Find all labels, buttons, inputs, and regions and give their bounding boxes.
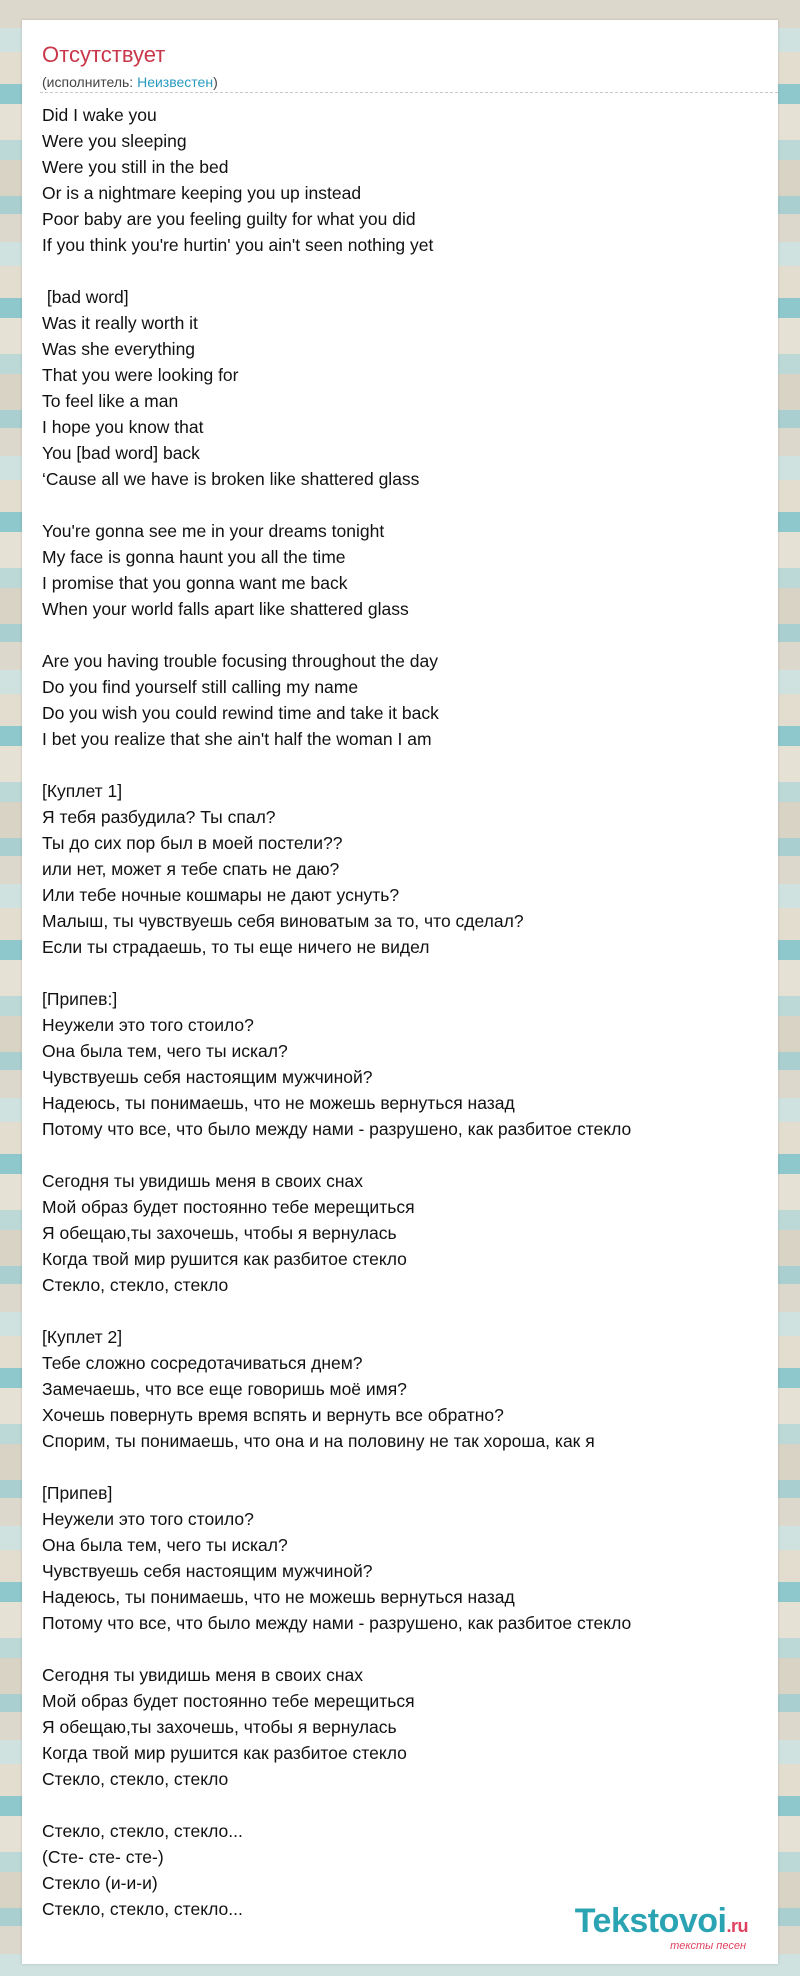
lyrics-blank-line [42, 1298, 762, 1324]
lyrics-line: Стекло, стекло, стекло [42, 1275, 229, 1295]
logo-tagline: тексты песен [670, 1940, 746, 1952]
lyrics-line: Я обещаю,ты захочешь, чтобы я вернулась [42, 1223, 397, 1243]
lyrics-blank-line [42, 492, 762, 518]
lyrics-line: Я тебя разбудила? Ты спал? [42, 807, 276, 827]
header-divider [40, 92, 778, 93]
lyrics-line: That you were looking for [42, 365, 239, 385]
logo-tld: .ru [726, 1916, 748, 1936]
lyrics-line: You're gonna see me in your dreams tonight [42, 521, 385, 541]
lyrics-line: Спорим, ты понимаешь, что она и на половину не так хороша, как я [42, 1431, 595, 1451]
lyrics-line: Неужели это того стоило? [42, 1509, 254, 1529]
lyrics-line: Надеюсь, ты понимаешь, что не можешь вернуться назад [42, 1587, 515, 1607]
site-logo[interactable] [518, 1902, 748, 1954]
lyrics-line: Когда твой мир рушится как разбитое стекло [42, 1249, 407, 1269]
lyrics-line: Мой образ будет постоянно тебе мерещиться [42, 1197, 415, 1217]
lyrics-line: [Куплет 2] [42, 1327, 123, 1347]
lyrics-line: Were you sleeping [42, 131, 187, 151]
lyrics-line: I bet you realize that she ain't half the woman I am [42, 729, 432, 749]
lyrics-line: Мой образ будет постоянно тебе мерещиться [42, 1691, 415, 1711]
lyrics-line: Потому что все, что было между нами - разрушено, как разбитое стекло [42, 1119, 632, 1139]
song-title: Отсутствует [42, 42, 166, 67]
lyrics-line: Was she everything [42, 339, 196, 359]
lyrics-line: Are you having trouble focusing throughout the day [42, 651, 438, 671]
lyrics-line: Замечаешь, что все еще говоришь моё имя? [42, 1379, 407, 1399]
lyrics-line: или нет, может я тебе спать не даю? [42, 859, 340, 879]
lyrics-line: Надеюсь, ты понимаешь, что не можешь вернуться назад [42, 1093, 515, 1113]
lyrics-blank-line [42, 258, 762, 284]
lyrics-blank-line [42, 1792, 762, 1818]
lyrics-blank-line [42, 1142, 762, 1168]
lyrics-line: Poor baby are you feeling guilty for what you did [42, 209, 416, 229]
lyrics-line: I promise that you gonna want me back [42, 573, 348, 593]
lyrics-line: [Припев] [42, 1483, 113, 1503]
artist-suffix: ) [213, 74, 218, 90]
lyrics-line: [Припев:] [42, 989, 118, 1009]
lyrics-line: You [bad word] back [42, 443, 200, 463]
logo-wordmark [575, 1902, 748, 1945]
artist-line [42, 74, 218, 90]
lyrics-line: Ты до сих пор был в моей постели?? [42, 833, 343, 853]
lyrics-line: ‘Cause all we have is broken like shattered glass [42, 469, 420, 489]
lyrics-line: If you think you're hurtin' you ain't seen nothing yet [42, 235, 434, 255]
lyrics-line: [Куплет 1] [42, 781, 123, 801]
lyrics-line: Do you find yourself still calling my name [42, 677, 359, 697]
lyrics-line: Стекло, стекло, стекло... [42, 1821, 243, 1841]
lyrics-line: Неужели это того стоило? [42, 1015, 254, 1035]
lyrics-line: Она была тем, чего ты искал? [42, 1041, 288, 1061]
lyrics-line: Когда твой мир рушится как разбитое стекло [42, 1743, 407, 1763]
lyrics-line: Did I wake you [42, 105, 157, 125]
lyrics-blank-line [42, 1454, 762, 1480]
lyrics-line: Хочешь повернуть время вспять и вернуть все обратно? [42, 1405, 504, 1425]
lyrics-line: Стекло, стекло, стекло... [42, 1899, 243, 1919]
lyrics-line: Стекло (и-и-и) [42, 1873, 158, 1893]
lyrics-line: Were you still in the bed [42, 157, 229, 177]
lyrics-line: Тебе сложно сосредотачиваться днем? [42, 1353, 363, 1373]
lyrics-line: Чувствуешь себя настоящим мужчиной? [42, 1067, 373, 1087]
artist-prefix: (исполнитель: [42, 74, 138, 90]
logo-name: Tekstovoi [574, 1902, 727, 1940]
lyrics-line: (Сте- сте- сте-) [42, 1847, 164, 1867]
lyrics-line: When your world falls apart like shattered glass [42, 599, 409, 619]
lyrics-blank-line [42, 622, 762, 648]
lyrics-line: Она была тем, чего ты искал? [42, 1535, 288, 1555]
lyrics-line: Or is a nightmare keeping you up instead [42, 183, 362, 203]
lyrics-line: Чувствуешь себя настоящим мужчиной? [42, 1561, 373, 1581]
lyrics-line: Или тебе ночные кошмары не дают уснуть? [42, 885, 400, 905]
lyrics-card [22, 20, 778, 1964]
lyrics-line: To feel like a man [42, 391, 179, 411]
lyrics-blank-line [42, 1636, 762, 1662]
lyrics-line: Если ты страдаешь, то ты еще ничего не видел [42, 937, 430, 957]
lyrics-line: [bad word] [42, 287, 129, 307]
lyrics-line: Я обещаю,ты захочешь, чтобы я вернулась [42, 1717, 397, 1737]
lyrics-line: Was it really worth it [42, 313, 198, 333]
lyrics-line: Сегодня ты увидишь меня в своих снах [42, 1171, 364, 1191]
lyrics-text [42, 102, 762, 1922]
lyrics-line: Стекло, стекло, стекло [42, 1769, 229, 1789]
lyrics-line: My face is gonna haunt you all the time [42, 547, 346, 567]
artist-link[interactable]: Неизвестен [137, 74, 214, 90]
lyrics-blank-line [42, 960, 762, 986]
lyrics-line: Do you wish you could rewind time and take it back [42, 703, 439, 723]
lyrics-line: Малыш, ты чувствуешь себя виноватым за то, что сделал? [42, 911, 524, 931]
lyrics-line: I hope you know that [42, 417, 204, 437]
lyrics-line: Потому что все, что было между нами - разрушено, как разбитое стекло [42, 1613, 632, 1633]
lyrics-blank-line [42, 752, 762, 778]
lyrics-line: Сегодня ты увидишь меня в своих снах [42, 1665, 364, 1685]
